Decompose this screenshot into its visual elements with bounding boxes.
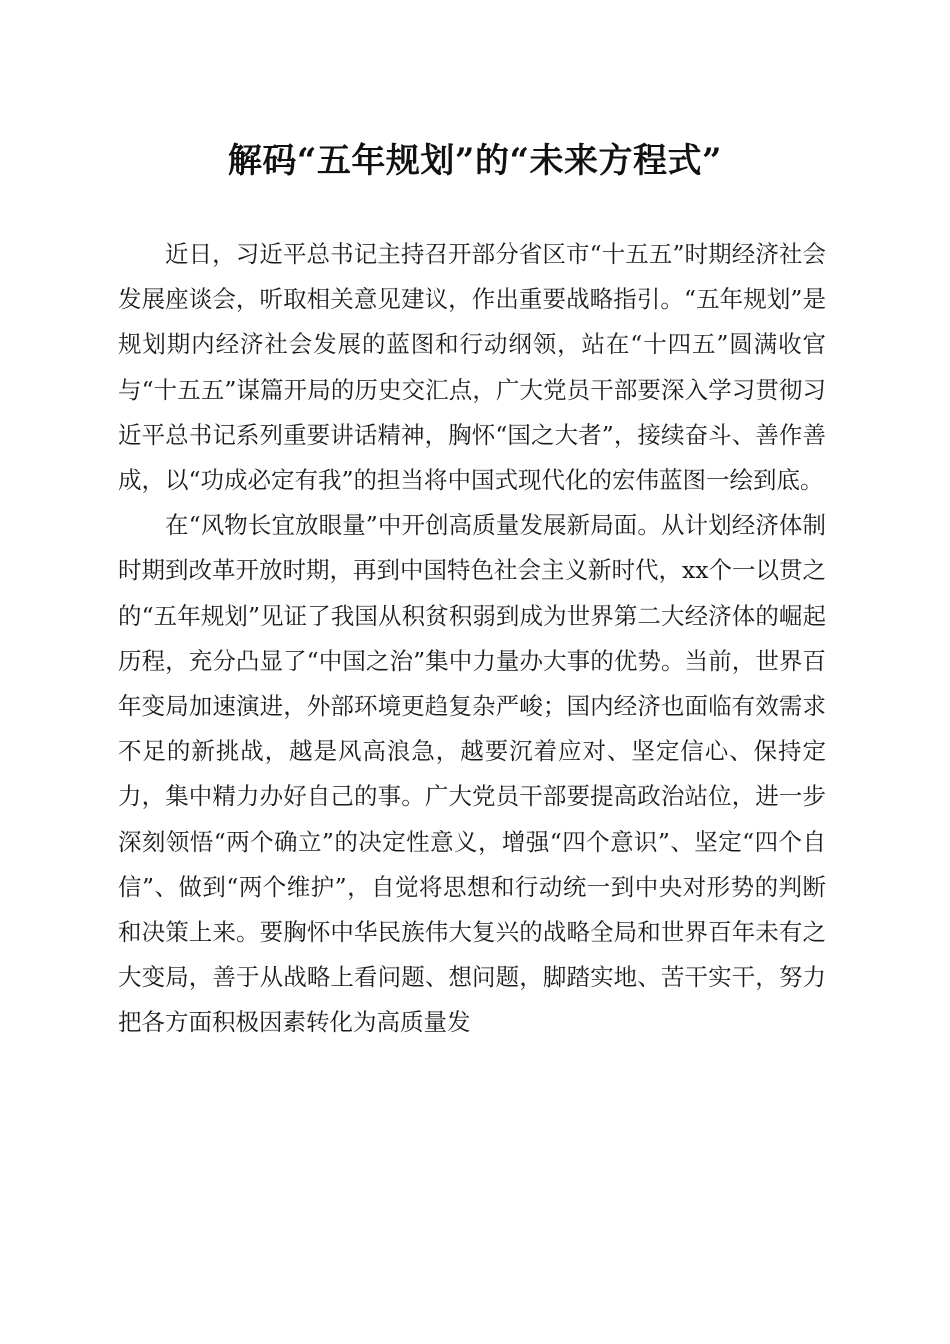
- document-title: 解码“五年规划”的“未来方程式”: [227, 141, 723, 181]
- paragraph-high-quality-development: 在“风物长宜放眼量”中开创高质量发展新局面。从计划经济体制时期到改革开放时期，再到中国特色社会主义新时代，xx个一以贯之的“五年规划”见证了我国从积贫积弱到成为世界第二大经济体的崛起历程，充分凸显了“中国之治”集中力量办大事的优势。当前，世界百年变局加速演进，外部环境更趋复杂严峻；国内经济也面临有效需求不足的新挑战，越是风高浪急，越要沉着应对、坚定信心、保持定力，集中精力办好自己的事。广大党员干部要提高政治站位，进一步深刻领悟“两个确立”的决定性意义，增强“四个意识”、坚定“四个自信”、做到“两个维护”，自觉将思想和行动统一到中央对形势的判断和决策上来。要胸怀中华民族伟大复兴的战略全局和世界百年未有之大变局，善于从战略上看问题、想问题，脚踏实地、苦干实干，努力把各方面积极因素转化为高质量发: [118, 511, 827, 1037]
- paragraph-intro: 近日，习近平总书记主持召开部分省区市“十五五”时期经济社会发展座谈会，听取相关意见建议，作出重要战略指引。“五年规划”是规划期内经济社会发展的蓝图和行动纲领，站在“十四五”圆满收官与“十五五”谋篇开局的历史交汇点，广大党员干部要深入学习贯彻习近平总书记系列重要讲话精神，胸怀“国之大者”，接续奋斗、善作善成，以“功成必定有我”的担当将中国式现代化的宏伟蓝图一绘到底。: [118, 240, 826, 495]
- document-body: [118, 232, 826, 1046]
